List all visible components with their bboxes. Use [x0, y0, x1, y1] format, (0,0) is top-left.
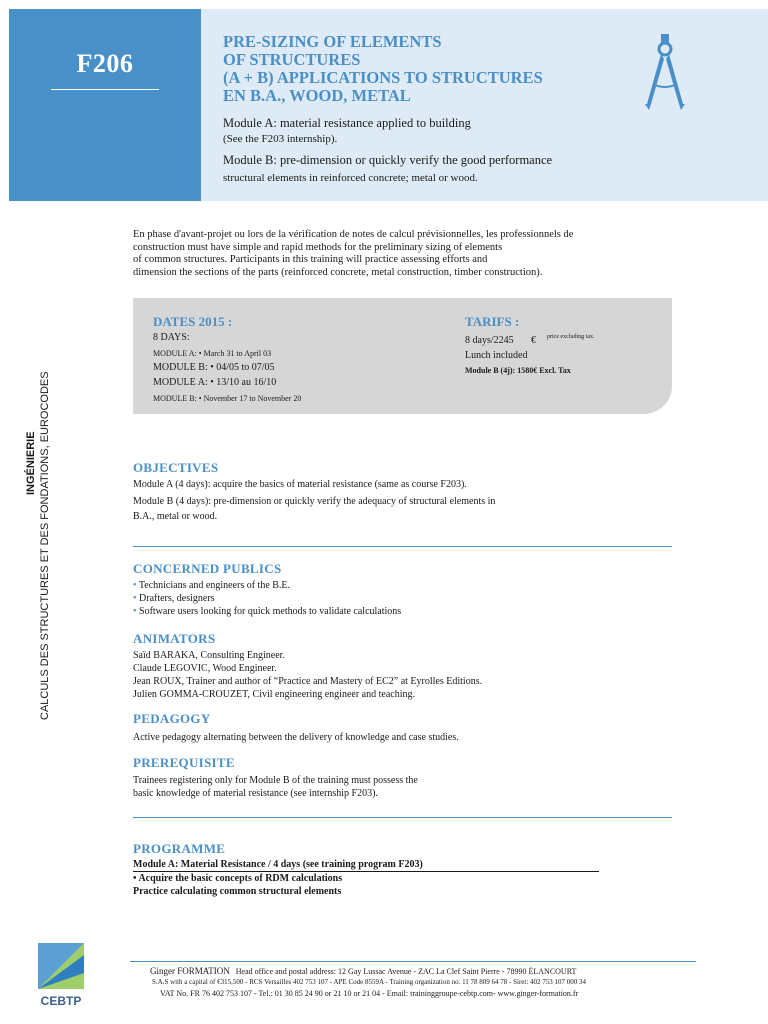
module-b-summary-2: structural elements in reinforced concrete; metal or wood.: [223, 172, 478, 184]
footer-legal: S.A.S with a capital of €315,500 - RCS Versailles 402 753 107 - APE Code 8559A - Training organization no. 11 78 809 64 78 - Siret: 402 753 107 000 34: [152, 978, 587, 986]
section-divider: [133, 546, 672, 547]
prerequisite-heading: PREREQUISITE: [133, 755, 235, 770]
section-divider: [133, 817, 672, 818]
cebtp-logo-icon: [38, 943, 84, 1013]
tarifs-lunch: Lunch included: [465, 350, 528, 361]
title-line: PRE-SIZING OF ELEMENTS: [223, 32, 442, 51]
tarifs-price: 8 days/2245: [465, 335, 514, 346]
objectives-line: B.A., metal or wood.: [133, 511, 218, 522]
list-item: • Software users looking for quick methods to validate calculations: [133, 606, 402, 617]
objectives-line: Module A (4 days): acquire the basics of material resistance (same as course F203).: [133, 479, 467, 490]
list-item: Julien GOMMA-CROUZET, Civil engineering engineer and teaching.: [133, 689, 415, 700]
footer-brand-name: Ginger FORMATION: [150, 966, 230, 976]
footer-contact: VAT No. FR 76 402 753 107 - Tel.: 01 30 85 24 90 or 21 10 or 21 04 - Email: traininggroupe-cebtp.com- www.ginger-formation.fr: [160, 989, 579, 998]
objectives-line: Module B (4 days): pre-dimension or quickly verify the adequacy of structural elements in: [133, 496, 496, 507]
footer-divider: [130, 961, 696, 962]
prerequisite-line: basic knowledge of material resistance (see internship F203).: [133, 788, 378, 799]
compass-icon: [641, 32, 689, 112]
tarifs-module-b: Module B (4j): 1580€ Excl. Tax: [465, 366, 571, 375]
course-title: [223, 33, 643, 105]
title-line: (A + B) APPLICATIONS TO STRUCTURES: [223, 68, 543, 87]
objectives-heading: OBJECTIVES: [133, 460, 219, 475]
programme-item: Practice calculating common structural elements: [133, 886, 342, 897]
course-code: F206: [76, 49, 134, 78]
list-item: Claude LEGOVIC, Wood Engineer.: [133, 663, 277, 674]
animators-list: [133, 649, 653, 701]
footer-address: Head office and postal address: 12 Gay Lussac Avenue - ZAC La Clef Saint Pierre - 78990 ÉLANCOURT: [235, 967, 577, 976]
tarifs-heading: TARIFS :: [465, 314, 520, 329]
publics-list: [133, 579, 653, 618]
side-category: [24, 371, 52, 720]
pedagogy-heading: PEDAGOGY: [133, 711, 211, 726]
prerequisite-text: [133, 774, 653, 800]
pedagogy-text: Active pedagogy alternating between the delivery of knowledge and case studies.: [133, 732, 459, 743]
list-item: • Drafters, designers: [133, 593, 215, 604]
animators-heading: ANIMATORS: [133, 631, 216, 646]
dates-line: MODULE B: • 04/05 to 07/05: [153, 362, 275, 373]
side-category-subtitle: CALCULS DES STRUCTURES ET DES FONDATIONS, EUROCODES: [39, 371, 51, 720]
dates-heading: DATES 2015 :: [153, 314, 233, 329]
intro-line: En phase d'avant-projet ou lors de la vérification de notes de calcul prévisionnelles, les professionnels de: [133, 229, 574, 240]
module-b-summary: Module B: pre-dimension or quickly verify the good performance: [223, 153, 553, 167]
list-item: Saïd BARAKA, Consulting Engineer.: [133, 650, 285, 661]
tarifs-currency: €: [531, 335, 536, 346]
header-title-panel: [201, 9, 768, 201]
prerequisite-line: Trainees registering only for Module B of the training must possess the: [133, 775, 418, 786]
dates-line: MODULE A: • March 31 to April 03: [153, 349, 272, 358]
programme-module-a: Module A: Material Resistance / 4 days (see training program F203): [133, 859, 599, 872]
tarifs-note: price excluding tax.: [547, 334, 595, 340]
dates-days: 8 DAYS:: [153, 332, 190, 343]
dates-line: MODULE A: • 13/10 au 16/10: [153, 377, 277, 388]
intro-line: dimension the sections of the parts (reinforced concrete, metal construction, timber construction).: [133, 266, 543, 278]
list-item: • Technicians and engineers of the B.E.: [133, 580, 291, 591]
module-a-summary: Module A: material resistance applied to building: [223, 116, 471, 130]
intro-paragraph: [133, 229, 605, 279]
intro-line: of common structures. Participants in this training will practice assessing efforts and: [133, 254, 488, 265]
course-code-box: [9, 9, 201, 201]
svg-text:CEBTP: CEBTP: [40, 994, 82, 1008]
list-item: Jean ROUX, Trainer and author of “Practice and Mastery of EC2” at Eyrolles Editions.: [133, 676, 483, 687]
module-a-note: (See the F203 internship).: [223, 133, 338, 145]
programme-item: • Acquire the basic concepts of RDM calculations: [133, 873, 343, 884]
title-line: EN B.A., WOOD, METAL: [223, 86, 411, 105]
publics-heading: CONCERNED PUBLICS: [133, 561, 282, 576]
programme-heading: PROGRAMME: [133, 841, 226, 856]
dates-tarifs-panel: [133, 298, 672, 414]
divider: [51, 89, 159, 90]
dates-line: MODULE B: • November 17 to November 20: [153, 394, 302, 403]
objectives-text: [133, 478, 653, 523]
title-line: OF STRUCTURES: [223, 50, 361, 69]
intro-line: construction must have simple and rapid methods for the preliminary sizing of elements: [133, 241, 503, 253]
side-category-title: INGÉNIERIE: [25, 431, 37, 495]
footer-brand: [150, 967, 576, 976]
